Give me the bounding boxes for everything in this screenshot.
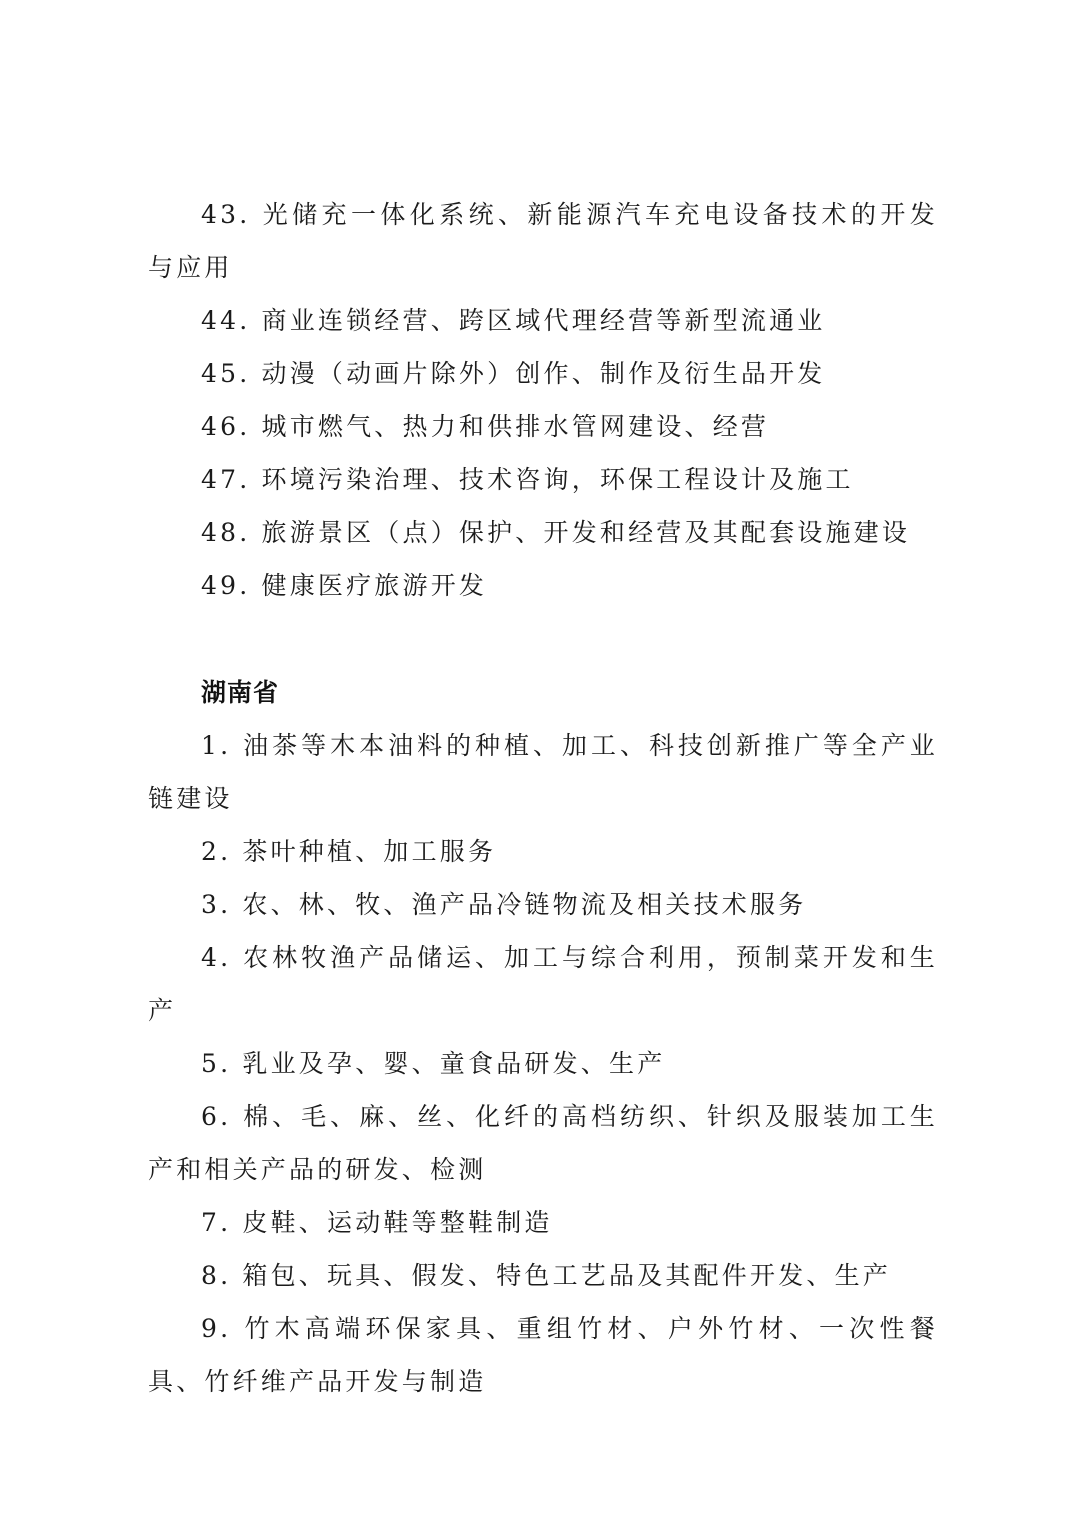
list-item-48: 48. 旅游景区（点）保护、开发和经营及其配套设施建设 — [201, 518, 911, 547]
section-heading-hunan: 湖南省 — [201, 678, 280, 707]
hunan-item-9: 9. 竹木高端环保家具、重组竹材、户外竹材、一次性餐具、竹纤维产品开发与制造 — [148, 1314, 938, 1396]
list-item-44: 44. 商业连锁经营、跨区域代理经营等新型流通业 — [201, 306, 826, 335]
list-item-49: 49. 健康医疗旅游开发 — [201, 571, 488, 600]
hunan-item-3: 3. 农、林、牧、渔产品冷链物流及相关技术服务 — [201, 890, 807, 919]
list-item-45: 45. 动漫（动画片除外）创作、制作及衍生品开发 — [201, 359, 826, 388]
hunan-item-4: 4. 农林牧渔产品储运、加工与综合利用，预制菜开发和生产 — [148, 943, 938, 1025]
hunan-item-5: 5. 乳业及孕、婴、童食品研发、生产 — [201, 1049, 666, 1078]
hunan-item-6: 6. 棉、毛、麻、丝、化纤的高档纺织、针织及服装加工生产和相关产品的研发、检测 — [148, 1102, 938, 1184]
document-body — [148, 188, 938, 1408]
list-item-47: 47. 环境污染治理、技术咨询，环保工程设计及施工 — [201, 465, 854, 494]
hunan-item-2: 2. 茶叶种植、加工服务 — [201, 837, 497, 866]
list-item-43: 43. 光储充一体化系统、新能源汽车充电设备技术的开发与应用 — [148, 200, 938, 282]
hunan-item-1: 1. 油茶等木本油料的种植、加工、科技创新推广等全产业链建设 — [148, 731, 938, 813]
list-item-46: 46. 城市燃气、热力和供排水管网建设、经营 — [201, 412, 770, 441]
section-gap — [148, 612, 938, 666]
hunan-item-7: 7. 皮鞋、运动鞋等整鞋制造 — [201, 1208, 553, 1237]
hunan-item-8: 8. 箱包、玩具、假发、特色工艺品及其配件开发、生产 — [201, 1261, 892, 1290]
